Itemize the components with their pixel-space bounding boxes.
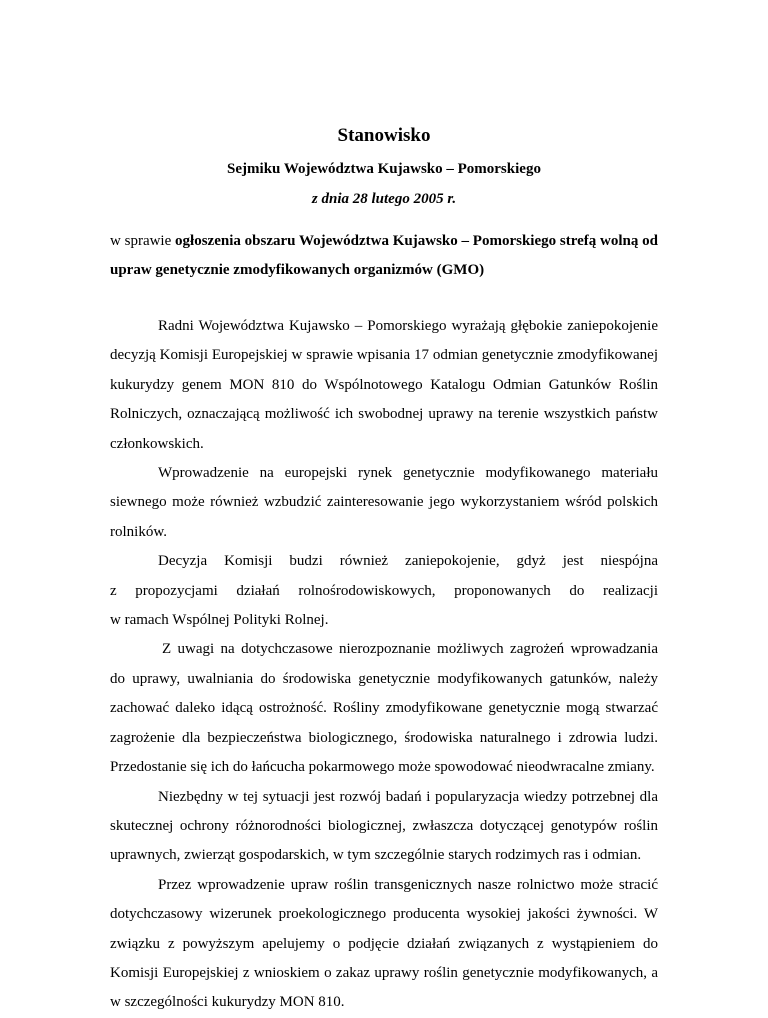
paragraph-2: Wprowadzenie na europejski rynek genetycznie modyfikowanego materiału siewnego może również wzbudzić zainteresowanie jego wykorzystaniem wśród polskich rolników. [110, 465, 658, 540]
paragraph-3-line-3: w ramach Wspólnej Polityki Rolnej. [110, 612, 329, 629]
paragraph-3-line-1: Decyzja Komisji budzi również zaniepokojenie, gdyż jest niespójna [158, 553, 658, 570]
subject-bold: ogłoszenia obszaru Województwa Kujawsko – Pomorskiego strefą wolną od upraw genetycznie zmodyfikowanych organizmów (GMO) [110, 233, 658, 278]
paragraph-1: Radni Województwa Kujawsko – Pomorskiego wyrażają głębokie zaniepokojenie decyzją Komisji Europejskiej w sprawie wpisania 17 odmian genetycznie zmodyfikowanej kukurydzy genem MON 810 do Wspólnotowego Katalogu Odmian Gatunków Roślin Rolniczych, oznaczającą możliwość ich swobodnej uprawy na terenie wszystkich państw członkowskich. [110, 318, 658, 452]
document-date: z dnia 28 lutego 2005 r. [311, 191, 457, 207]
document-title: Stanowisko [337, 125, 431, 146]
subject-prefix: w sprawie [110, 233, 176, 249]
document-subject [110, 227, 658, 285]
paragraph-3-line-2: z propozycjami działań rolnośrodowiskowych, proponowanych do realizacji [110, 582, 658, 599]
document-subtitle: Sejmiku Województwa Kujawsko – Pomorskiego [227, 161, 541, 177]
paragraph-4: Z uwagi na dotychczasowe nierozpoznanie możliwych zagrożeń wprowadzania do uprawy, uwalniania do środowiska genetycznie modyfikowanych gatunków, należy zachować daleko idącą ostrożność. Rośliny zmodyfikowane genetycznie mogą stwarzać zagrożenie dla bezpieczeństwa biologicznego, środowiska naturalnego i zdrowia ludzi. Przedostanie się ich do łańcucha pokarmowego może spowodować nieodwracalne zmiany. [110, 641, 658, 776]
paragraph-6: Przez wprowadzenie upraw roślin transgenicznych nasze rolnictwo może stracić dotychczasowy wizerunek proekologicznego producenta wysokiej jakości żywności. W związku z powyższym apelujemy o podjęcie działań związanych z wystąpieniem do Komisji Europejskiej z wnioskiem o zakaz uprawy roślin genetycznie modyfikowanych, a w szczególności kukurydzy MON 810. [110, 876, 658, 1011]
paragraph-5: Niezbędny w tej sytuacji jest rozwój badań i popularyzacja wiedzy potrzebnej dla skutecznej ochrony różnorodności biologicznej, zwłaszcza dotyczącej genotypów roślin uprawnych, zwierząt gospodarskich, w tym szczególnie starych rodzimych ras i odmian. [110, 788, 658, 864]
document-body [110, 312, 658, 1018]
